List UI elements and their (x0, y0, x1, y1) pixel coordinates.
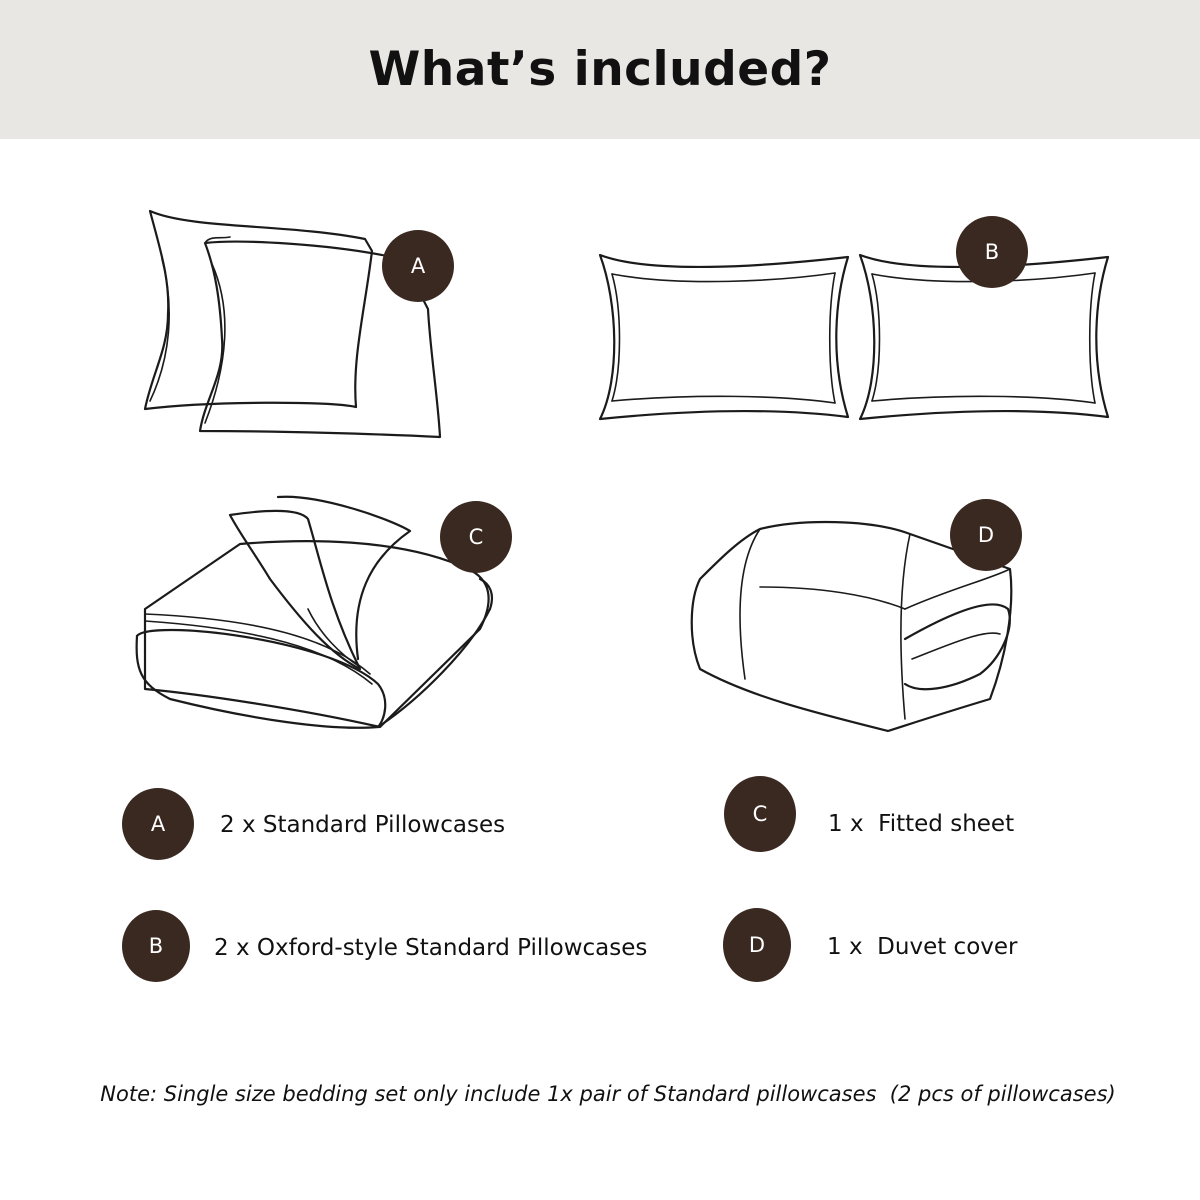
marker-a-icon (382, 230, 454, 302)
legend-item-c-text: 1 x Fitted sheet (828, 811, 1015, 837)
legend-badge-b: B (122, 910, 190, 982)
marker-b-icon (956, 216, 1028, 288)
legend-item-d-text: 1 x Duvet cover (827, 934, 1018, 960)
legend-item-a-text: 2 x Standard Pillowcases (220, 812, 506, 838)
legend-badge-c: C (724, 776, 796, 852)
illustration-area (0, 139, 1200, 759)
svg-text:D: D (977, 523, 995, 547)
illustration-svg (0, 139, 1200, 759)
page-title: What’s included? (368, 42, 832, 97)
marker-c-icon (440, 501, 512, 573)
header-banner (0, 0, 1200, 139)
legend-badge-d: D (723, 908, 791, 982)
svg-text:A: A (410, 254, 426, 278)
svg-text:B: B (984, 240, 1000, 264)
svg-text:C: C (468, 525, 484, 549)
oxford-pillowcase-pair-icon (600, 255, 1108, 419)
footnote: Note: Single size bedding set only include 1x pair of Standard pillowcases (2 pcs of pillowcases) (100, 1082, 1116, 1106)
legend-badge-a: A (122, 788, 194, 860)
marker-d-icon (950, 499, 1022, 571)
legend-item-b-text: 2 x Oxford-style Standard Pillowcases (214, 935, 648, 961)
folded-sheet-icon (137, 497, 492, 728)
